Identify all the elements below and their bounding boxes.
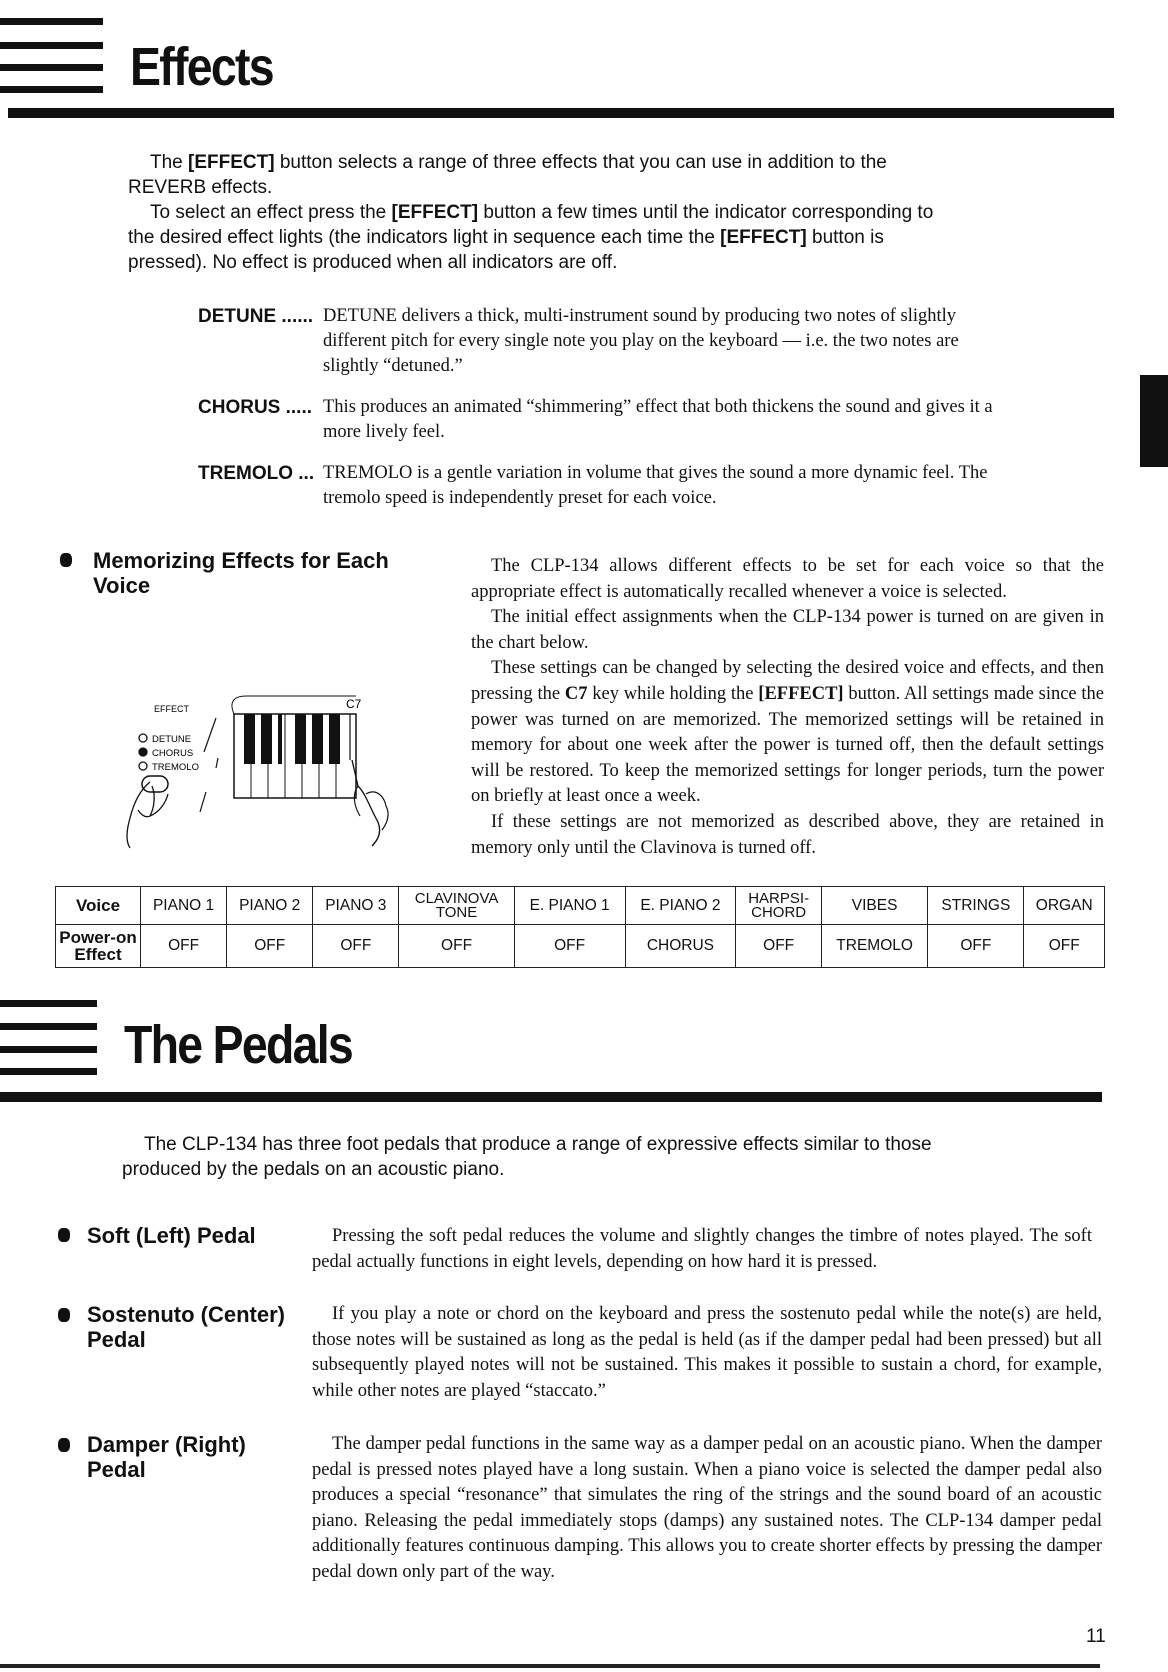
memorizing-heading-line: Voice [93, 573, 151, 598]
table-cell [736, 887, 822, 925]
table-header-effect [56, 925, 141, 968]
indicator-led-icon [139, 734, 147, 742]
effect-description: This produces an animated “shimmering” effect that both thickens the sound and gives it a more lively feel. [323, 397, 993, 442]
memorizing-heading [93, 548, 433, 598]
table-header-line: Power-on [59, 928, 137, 947]
effects-title-rule [8, 108, 1114, 118]
table-row-voice [56, 887, 1105, 925]
indicator-detune [139, 734, 191, 745]
table-cell: PIANO 1 [141, 887, 227, 925]
table-cell: STRINGS [928, 887, 1024, 925]
table-header-line: Effect [74, 945, 122, 964]
intro-text: button a few times until the indicator corresponding to the desired effect lights (the indicators light in sequence each time the [128, 202, 934, 248]
table-cell: OFF [928, 925, 1024, 968]
table-row-effect [56, 925, 1105, 968]
indicator-label: CHORUS [152, 748, 194, 759]
pedal-heading-line: Pedal [87, 1327, 146, 1352]
pedal-heading-line: Sostenuto (Center) [87, 1302, 285, 1327]
page-number: 11 [1086, 1626, 1106, 1647]
table-cell: OFF [227, 925, 313, 968]
bullet-icon [58, 1438, 70, 1452]
table-cell: E. PIANO 1 [514, 887, 625, 925]
table-cell: E. PIANO 2 [625, 887, 736, 925]
body-text: button. All settings made since the power was turned on are memorized. The memorized settings will be retained in memory for about one week after the power is turned off, then the default settings will be restored. To keep the memorized settings for longer periods, turn the power on briefly at least once a week. [471, 683, 1105, 807]
table-cell: TREMOLO [821, 925, 927, 968]
pedals-intro-text: The CLP-134 has three foot pedals that produce a range of expressive effects similar to those produced by the pedals on an acoustic piano. [122, 1134, 932, 1180]
table-cell: OFF [736, 925, 822, 968]
damper-pedal-heading [87, 1432, 307, 1482]
table-cell: OFF [141, 925, 227, 968]
section-tab-marker [1140, 375, 1168, 467]
table-header-voice: Voice [56, 887, 141, 925]
effect-button-ref: [EFFECT] [720, 227, 807, 248]
table-cell-line: CHORD [751, 903, 807, 921]
intro-text: The [150, 152, 189, 173]
effect-button-ref: [EFFECT] [758, 683, 844, 704]
effect-term: CHORUS ..... [198, 397, 313, 418]
body-text: These settings can be changed by selecting the desired voice and effects, and then pressing the [471, 658, 1104, 704]
pedal-heading-line: Pedal [87, 1457, 146, 1482]
table-cell: OFF [1024, 925, 1105, 968]
indicator-label: TREMOLO [152, 762, 199, 773]
body-text: key while holding the [587, 683, 759, 704]
indicator-tremolo [139, 762, 199, 773]
footer-rule [0, 1664, 1100, 1668]
body-paragraph: The CLP-134 allows different effects to be set for each voice so that the appropriate effect is automatically recalled whenever a voice is selected. [471, 556, 1104, 602]
table-cell-line: TONE [435, 903, 478, 921]
intro-text: button selects a range of three effects that you can use in addition to the REVERB effects. [128, 152, 887, 198]
bullet-icon [58, 1308, 70, 1322]
indicator-chorus [139, 748, 193, 759]
table-cell: PIANO 2 [227, 887, 313, 925]
table-cell: OFF [313, 925, 399, 968]
bullet-icon [58, 1228, 70, 1242]
body-paragraph: If these settings are not memorized as described above, they are retained in memory only until the Clavinova is turned off. [471, 811, 1104, 858]
effect-panel-label: EFFECT [154, 704, 189, 714]
effects-intro [128, 150, 948, 275]
c7-key-ref: C7 [564, 683, 588, 704]
body-paragraph: If you play a note or chord on the keyboard and press the sostenuto pedal while the note(s) are held, those notes will be sustained as long as the pedal is held (as if the damper pedal had been pressed) but all subsequently played notes will not be sustained. This makes it possible to sustain a chord, for example, while other notes are played “staccato.” [312, 1304, 1102, 1401]
damper-pedal-text [312, 1432, 1102, 1586]
body-paragraph [471, 656, 1104, 810]
memorizing-heading-line: Memorizing Effects for Each [93, 548, 389, 573]
intro-text: To select an effect press the [150, 202, 392, 223]
effect-panel-illustration [120, 690, 410, 855]
hand-icon [138, 810, 150, 817]
table-cell-line: CLAVINOVA [414, 889, 499, 907]
pedals-intro [122, 1132, 942, 1182]
effect-description: TREMOLO is a gentle variation in volume that gives the sound a more dynamic feel. The tremolo speed is independently preset for each voice. [323, 463, 988, 508]
effects-title: Effects [130, 37, 273, 97]
table-cell-line: HARPSI- [748, 889, 810, 907]
effect-button-ref: [EFFECT] [188, 152, 275, 173]
effect-term: DETUNE ...... [198, 306, 314, 327]
table-cell: PIANO 3 [313, 887, 399, 925]
effect-button-icon [142, 776, 168, 792]
body-paragraph: The initial effect assignments when the CLP-134 power is turned on are given in the chart below. [471, 607, 1104, 653]
table-cell: ORGAN [1024, 887, 1105, 925]
body-paragraph: The damper pedal functions in the same way as a damper pedal on an acoustic piano. When the damper pedal is pressed notes played have a long sustain. When a piano voice is selected the damper pedal also produces a special “resonance” that simulates the ring of the strings and the sound board of an acoustic piano. Releasing the pedal immediately stops (damps) any sustained notes. The CLP-134 damper pedal additionally features continuous damping. This allows you to create shorter effects by pressing the damper pedal down only part of the way. [312, 1434, 1102, 1582]
pedal-heading-line: Damper (Right) [87, 1432, 246, 1457]
body-paragraph: Pressing the soft pedal reduces the volume and slightly changes the timbre of notes played. The soft pedal actually functions in eight levels, depending on how hard it is pressed. [312, 1226, 1092, 1272]
indicator-label: DETUNE [152, 734, 192, 745]
table-cell: CHORUS [625, 925, 736, 968]
effect-description: DETUNE delivers a thick, multi-instrument sound by producing two notes of slightly different pitch for every single note you play on the keyboard — i.e. the two notes are slightly “detuned.” [323, 306, 959, 376]
intro-text: button is pressed). No effect is produced when all indicators are off. [128, 227, 884, 273]
effect-term: TREMOLO ... [198, 463, 315, 484]
effect-button-ref: [EFFECT] [391, 202, 479, 223]
pedals-title: The Pedals [124, 1015, 352, 1075]
soft-pedal-heading [87, 1223, 307, 1248]
pedals-title-rule [0, 1092, 1102, 1102]
power-on-effect-table [55, 886, 1105, 968]
soft-pedal-text [312, 1224, 1092, 1275]
bullet-icon [60, 553, 72, 567]
memorizing-body [471, 554, 1104, 861]
table-cell [399, 887, 514, 925]
table-cell: VIBES [821, 887, 927, 925]
indicator-led-icon [139, 748, 147, 756]
table-cell: OFF [399, 925, 514, 968]
c7-key-label: C7 [346, 697, 362, 711]
table-cell: OFF [514, 925, 625, 968]
sostenuto-pedal-heading [87, 1302, 307, 1352]
indicator-led-icon [139, 762, 147, 770]
pedal-heading-line: Soft (Left) Pedal [87, 1223, 256, 1248]
sostenuto-pedal-text [312, 1302, 1102, 1404]
